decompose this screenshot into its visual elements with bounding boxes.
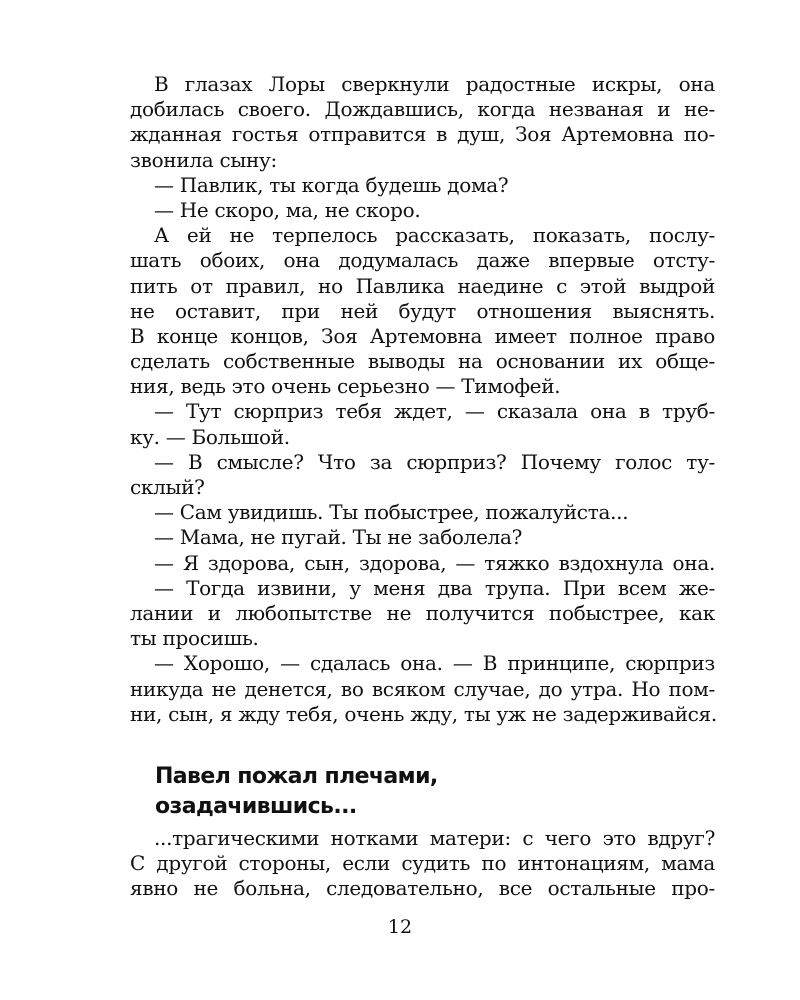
text-line: — Тут сюрприз тебя ждет, — сказала она в труб- <box>154 399 715 424</box>
text-line: — В смысле? Что за сюрприз? Почему голос ту- <box>154 449 715 474</box>
text-line: В конце концов, Зоя Артемовна имеет полное право <box>130 323 715 348</box>
text-line: никуда не денется, во всяком случае, до утра. Но пом- <box>130 676 715 701</box>
text-line: — Хорошо, — сдалась она. — В принципе, сюрприз <box>154 651 715 676</box>
text-line: — Тогда извини, у меня два трупа. При всем же- <box>154 575 715 600</box>
text-line: жданная гостья отправится в душ, Зоя Артемовна по- <box>130 122 715 147</box>
heading-line: Павел пожал плечами, <box>155 764 438 789</box>
text-line: лании и любопытстве не получится побыстрее, как <box>130 600 715 625</box>
text-line: — Я здорова, сын, здорова, — тяжко вздохнула она. <box>154 550 715 575</box>
main-text-block <box>130 72 715 727</box>
text-line: — Сам увидишь. Ты побыстрее, пожалуйста... <box>154 500 629 525</box>
text-line: — Мама, не пугай. Ты не заболела? <box>154 525 523 550</box>
text-line: ...трагическими нотками матери: с чего это вдруг? <box>154 826 715 850</box>
text-line: ния, ведь это очень серьезно — Тимофей. <box>130 374 561 399</box>
text-line: ты просишь. <box>130 626 259 651</box>
text-line: — Не скоро, ма, не скоро. <box>154 197 421 222</box>
text-line: добилась своего. Дождавшись, когда незваная и не- <box>130 97 715 122</box>
heading-line: озадачившись... <box>155 794 357 819</box>
text-line: ку. — Большой. <box>130 424 290 449</box>
text-line: склый? <box>130 475 205 499</box>
text-line: явно не больна, следовательно, все остальные про- <box>130 876 715 901</box>
text-line: шать обоих, она додумалась даже впервые отсту- <box>130 248 715 273</box>
text-line: В глазах Лоры сверкнули радостные искры, она <box>154 72 715 96</box>
text-line: А ей не терпелось рассказать, показать, послу- <box>154 223 715 248</box>
page-number: 12 <box>387 916 413 938</box>
text-line: сделать собственные выводы на основании их обще- <box>130 349 715 374</box>
text-line: ни, сын, я жду тебя, очень жду, ты уж не задерживайся. <box>130 701 717 726</box>
text-line: С другой стороны, если судить по интонациям, мама <box>130 851 715 876</box>
section-heading <box>155 762 575 822</box>
text-line: не оставит, при ней будут отношения выяснять. <box>130 298 715 323</box>
continuation-text-block <box>130 826 715 902</box>
text-line: пить от правил, но Павлика наедине с этой выдрой <box>130 273 715 298</box>
text-line: — Павлик, ты когда будешь дома? <box>154 172 509 197</box>
text-line: звонила сыну: <box>130 147 277 172</box>
